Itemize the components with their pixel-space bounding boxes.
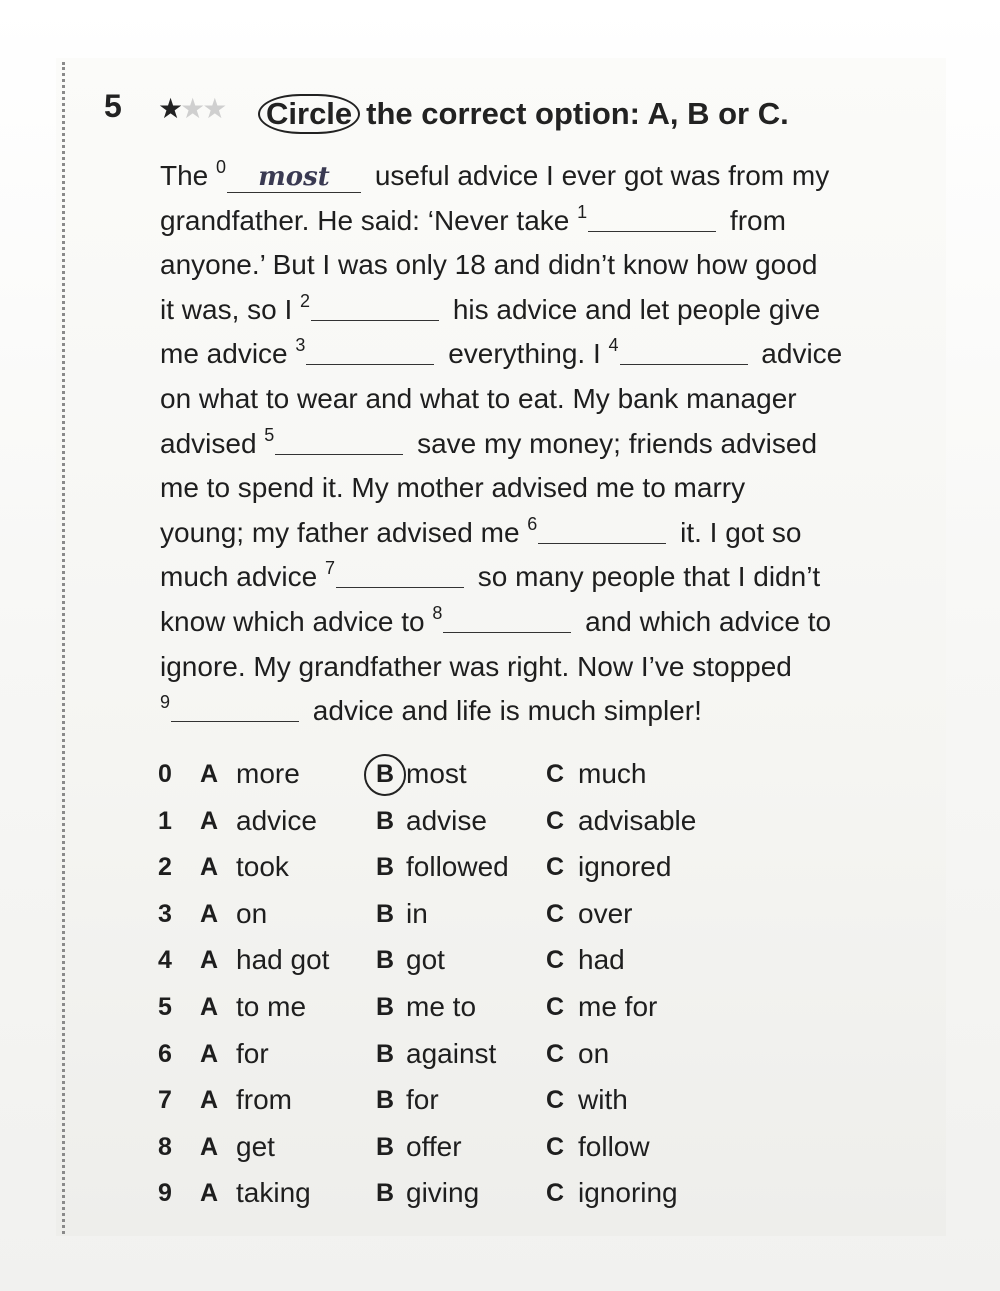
option-c[interactable]: ignoring [578,1177,678,1209]
option-row [150,987,750,1027]
option-b[interactable]: against [406,1037,497,1069]
option-b-letter: B [376,1132,395,1161]
story-text: The [160,160,217,191]
answer-blank[interactable] [443,610,571,633]
option-c-letter: C [546,1132,565,1161]
story-text: everything. I [440,338,609,370]
option-c[interactable]: on [578,1037,610,1069]
option-b[interactable]: in [406,897,428,929]
option-a-letter: A [200,760,219,788]
option-c-letter: C [546,1039,565,1068]
option-row [150,801,750,841]
gap-number: 1 [577,201,588,222]
option-c-letter: C [546,760,565,788]
option-a[interactable]: had got [236,944,330,976]
option-number: 0 [158,760,172,788]
answer-blank[interactable] [588,209,716,232]
option-b[interactable]: giving [406,1177,480,1209]
story-line [160,647,792,687]
option-c-letter: C [546,806,565,835]
story-text: me to spend it. My mother advised me to marry [160,472,746,504]
story-line [160,691,702,731]
option-c[interactable]: me for [578,991,658,1022]
story-text: so many people that I didn’t [469,561,821,593]
option-c[interactable]: follow [578,1130,650,1162]
margin-dotted-rule [62,62,65,1234]
star-filled-icon: ★ [158,93,181,124]
option-number: 5 [158,993,172,1021]
option-b-letter: B [376,1179,395,1208]
exercise-number: 5 [104,88,122,124]
option-number: 9 [158,1179,172,1208]
option-b-letter: B [376,993,395,1021]
gap-number: 9 [160,692,171,713]
option-b-letter: B [376,1086,395,1115]
story-text: advice and life is much simpler! [305,695,702,727]
option-a-letter: A [200,1086,219,1115]
option-b[interactable]: got [406,944,445,976]
gap-number: 8 [432,603,443,623]
option-a-letter: A [200,853,219,882]
option-row [150,940,750,980]
option-b[interactable]: most [406,758,467,789]
option-row [150,754,750,794]
story-line [160,424,817,464]
option-number: 2 [158,853,172,882]
story-line [160,290,820,330]
story-text: young; my father advised me [160,516,528,548]
option-c[interactable]: with [578,1084,628,1116]
answer-blank[interactable] [620,342,748,365]
difficulty-stars [158,92,224,125]
answer-blank[interactable] [336,565,464,588]
option-b-letter: B [376,1039,395,1068]
story-text: ignore. My grandfather was right. Now I’ve stopped [160,650,792,682]
option-row [150,847,750,887]
story-line [160,201,786,241]
option-row [150,1173,750,1213]
answer-blank[interactable] [538,521,666,544]
option-b[interactable]: followed [406,851,509,883]
story-text: know which advice to [160,606,433,637]
story-line [160,156,829,196]
star-empty-icon: ★ [202,93,225,124]
option-a-letter: A [200,899,219,928]
option-b[interactable]: me to [406,991,477,1022]
gap-number: 5 [264,424,275,445]
option-b-letter: B [376,806,395,835]
story-text: useful advice I ever got was from my [367,160,830,191]
story-text: much advice [160,561,325,593]
option-c[interactable]: advisable [578,804,697,836]
option-c[interactable]: ignored [578,851,672,883]
option-a[interactable]: for [236,1037,269,1069]
option-a[interactable]: on [236,897,268,929]
option-a-letter: A [200,1132,219,1161]
option-b[interactable]: offer [406,1130,462,1162]
option-a-letter: A [200,993,219,1021]
option-row [150,1080,750,1120]
story-line [160,513,801,553]
answer-blank[interactable] [275,432,403,455]
story-text: advice [753,338,843,370]
option-a[interactable]: took [236,851,289,883]
story-text: and which advice to [577,606,832,637]
option-a-letter: A [200,806,219,835]
option-number: 1 [158,806,172,835]
gap-number: 4 [608,335,619,356]
story-line [160,379,797,419]
story-text: grandfather. He said: ‘Never take [160,204,578,236]
option-c[interactable]: much [578,758,647,789]
option-c-letter: C [546,899,565,928]
option-row [150,1034,750,1074]
option-a[interactable]: advice [236,804,317,836]
option-a[interactable]: more [236,758,300,789]
option-row [150,1127,750,1167]
option-c-letter: C [546,946,565,975]
story-text: anyone.’ But I was only 18 and didn’t know how good [160,249,818,281]
story-text: save my money; friends advised [409,427,818,459]
instruction-circled-word: Circle [258,94,360,134]
option-a[interactable]: from [236,1084,292,1116]
option-number: 6 [158,1039,172,1068]
option-b-letter: B [376,760,395,788]
option-a-letter: A [200,1039,219,1068]
option-c-letter: C [546,1179,565,1208]
option-c[interactable]: over [578,897,633,929]
gap-number: 0 [216,157,227,177]
gap-number: 6 [527,513,538,534]
gap-number: 2 [300,290,311,311]
story-line [160,334,842,374]
option-b[interactable]: for [406,1084,439,1116]
answer-blank[interactable] [306,342,434,365]
option-a[interactable]: get [236,1130,275,1162]
option-b[interactable]: advise [406,804,487,836]
instruction-text: the correct option: A, B or C. [366,96,789,131]
story-line [160,602,831,642]
option-c-letter: C [546,853,565,882]
story-text: it. I got so [672,516,802,548]
story-text: advised [160,427,265,459]
answer-blank[interactable] [171,699,299,722]
option-b-letter: B [376,899,395,928]
gap-number: 7 [324,558,335,579]
story-text: from [722,204,786,236]
option-c-letter: C [546,993,565,1021]
story-text: his advice and let people give [445,293,821,325]
option-b-letter: B [376,946,395,975]
option-number: 8 [158,1132,172,1161]
story-line [160,557,820,597]
story-line [160,245,817,285]
option-a[interactable]: to me [236,991,307,1022]
answer-blank[interactable] [311,298,439,321]
option-a-letter: A [200,946,219,975]
exercise-instruction [258,94,789,134]
story-text: me advice [160,338,296,370]
option-number: 3 [158,899,172,928]
option-a-letter: A [200,1179,219,1208]
gap-number: 3 [295,335,306,356]
story-line [160,468,745,508]
option-b-letter: B [376,853,395,882]
option-row [150,894,750,934]
example-answer: most [227,162,361,193]
story-text: on what to wear and what to eat. My bank manager [160,383,797,414]
option-number: 4 [158,946,172,975]
option-number: 7 [158,1086,172,1115]
story-text: it was, so I [160,293,301,325]
option-c[interactable]: had [578,944,625,976]
star-empty-icon: ★ [180,93,203,124]
option-c-letter: C [546,1086,565,1115]
option-a[interactable]: taking [236,1177,311,1209]
